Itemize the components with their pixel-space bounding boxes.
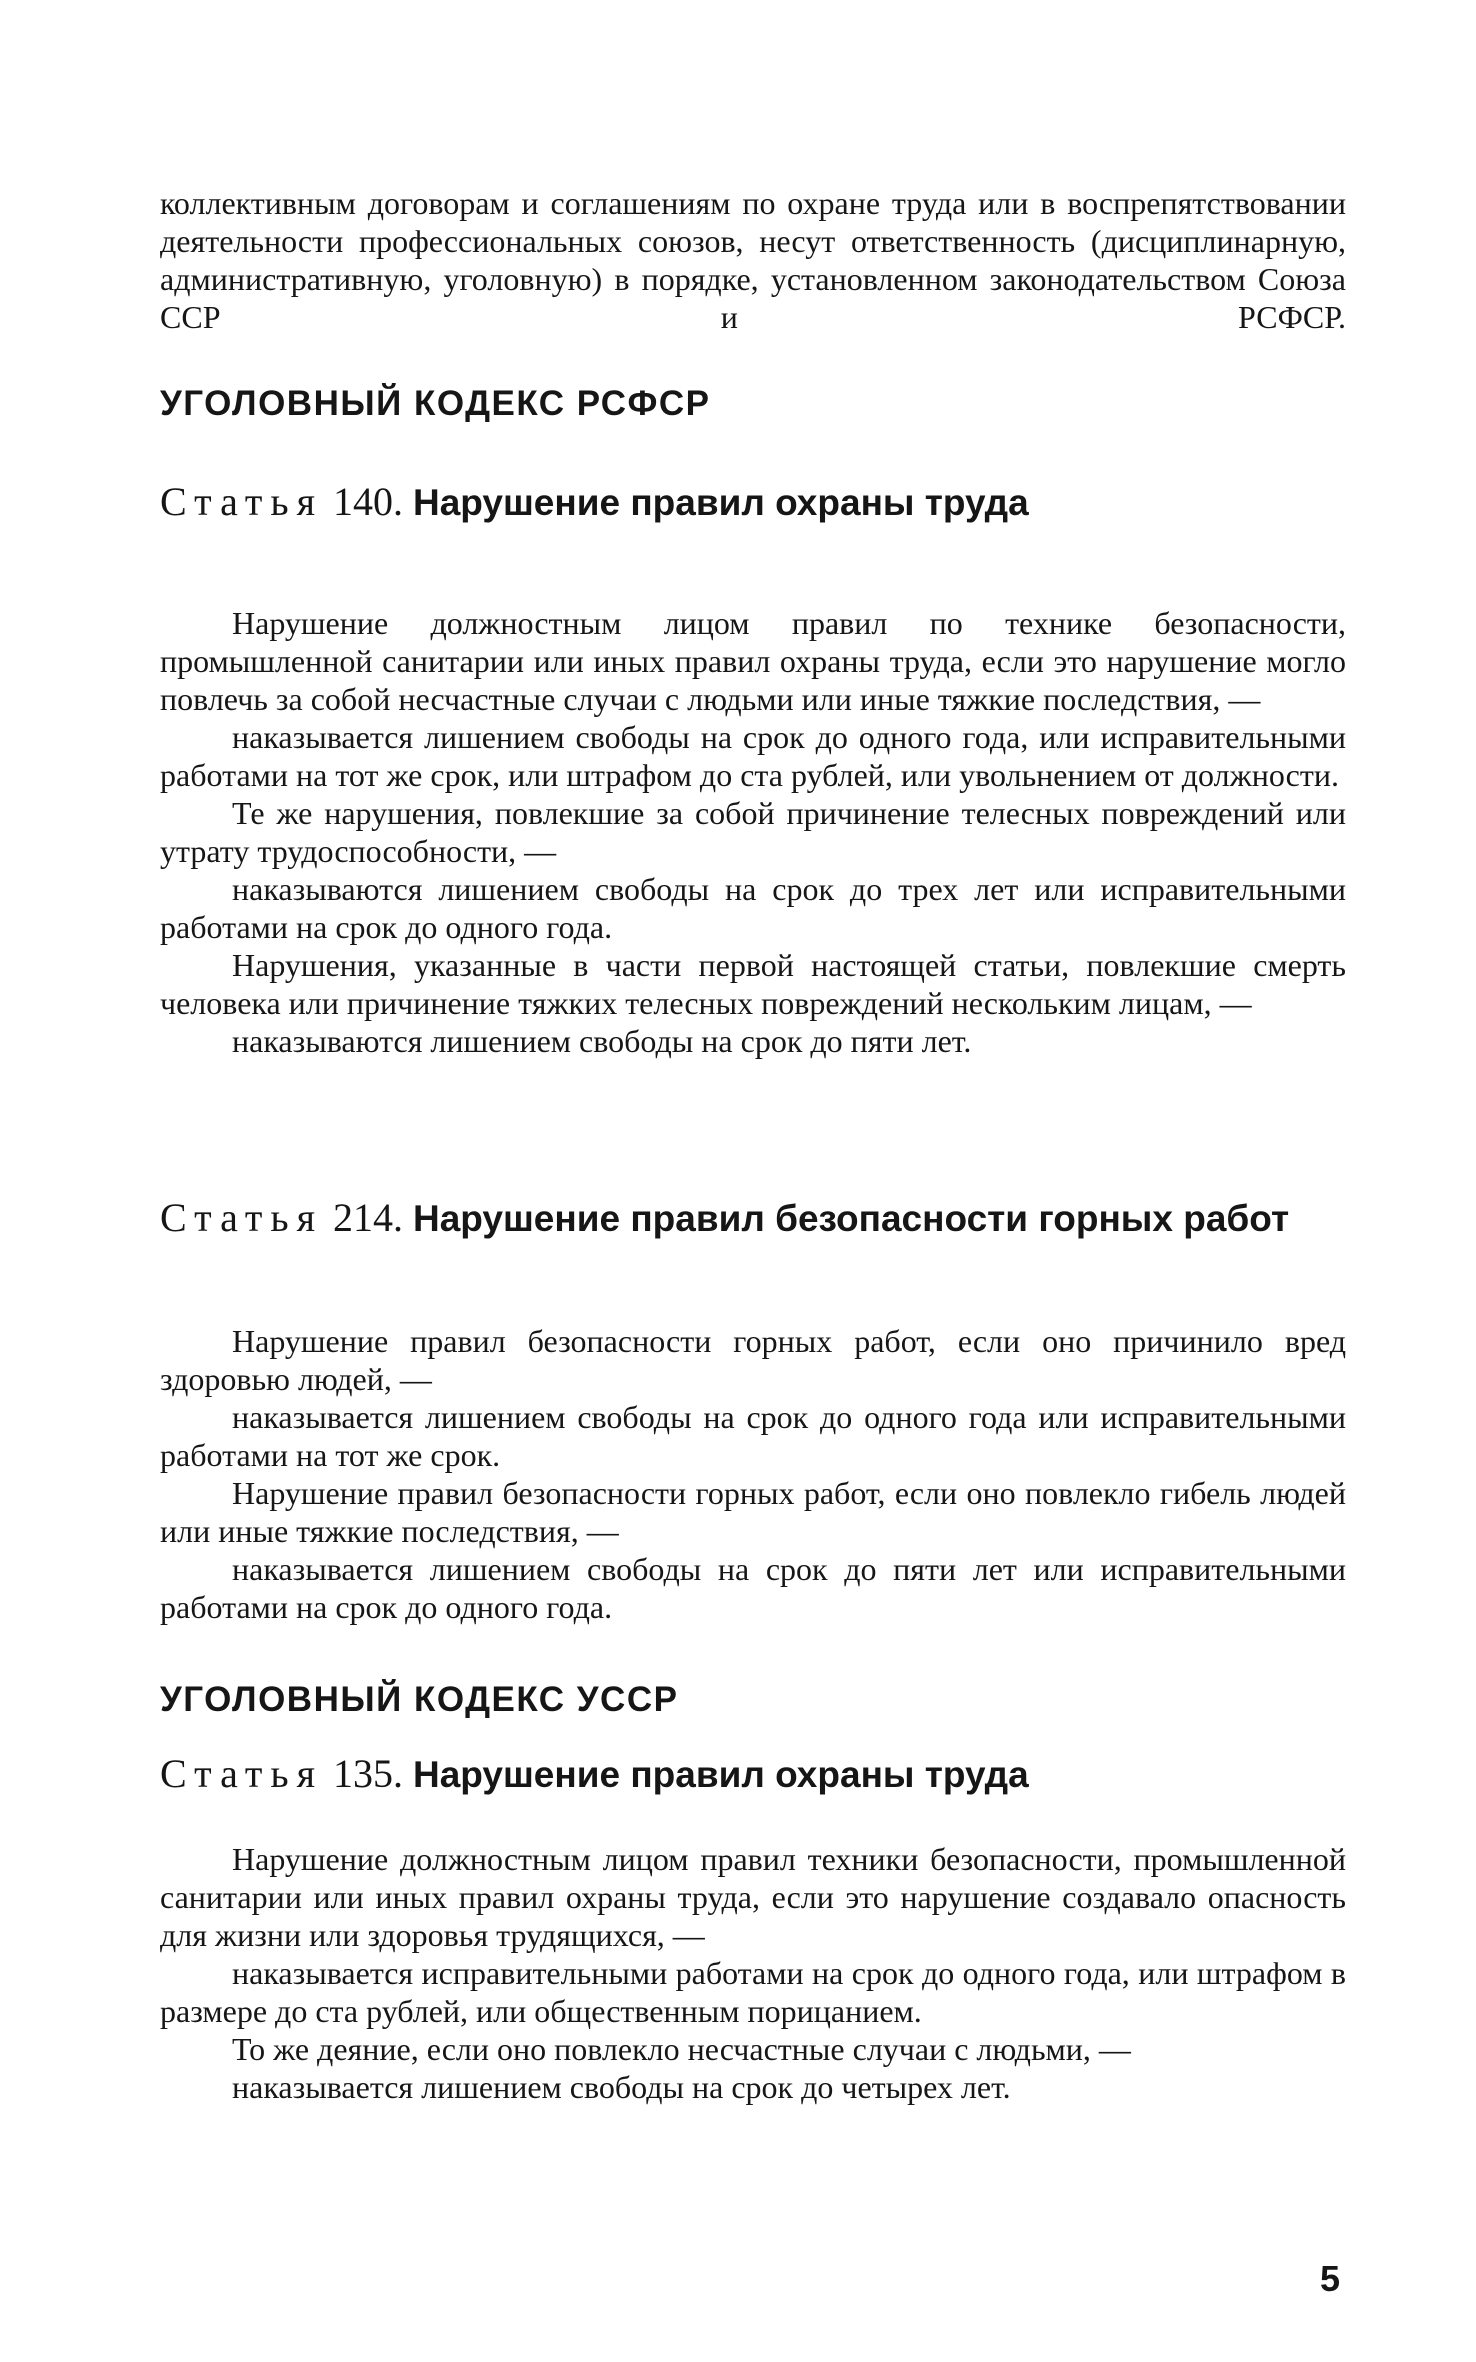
article-214-body [160, 1322, 1346, 1626]
code-heading-ussr: УГОЛОВНЫЙ КОДЕКС УССР [160, 1680, 679, 1719]
intro-block [160, 184, 1346, 336]
article-140-body [160, 604, 1346, 1060]
code-heading-rsfsr-block [160, 384, 1346, 424]
code-heading-ussr-block [160, 1680, 1346, 1720]
article-word: Статья [160, 1751, 323, 1796]
article-title: Нарушение правил охраны труда [412, 482, 1029, 523]
article-135-heading [160, 1750, 1346, 1799]
article-140-paragraph-1: Нарушение должностным лицом правил по технике безопасности, промышленной санитарии или иных правил охраны труда, если это нарушение могло повлечь за собой несчастные случаи с людьми или иные тяжкие последствия, — [160, 605, 1346, 717]
article-number: 135. [332, 1751, 403, 1796]
article-135-paragraph-1: Нарушение должностным лицом правил техники безопасности, промышленной санитарии или иных правил охраны труда, если это нарушение создавало опасность для жизни или здоровья трудящихся, — [160, 1841, 1346, 1953]
article-135-paragraph-2: наказывается исправительными работами на срок до одного года, или штрафом в размере до ста рублей, или общественным порицанием. [160, 1955, 1346, 2029]
article-135-body [160, 1840, 1346, 2106]
article-140-paragraph-3: Те же нарушения, повлекшие за собой причинение телесных повреждений или утрату трудоспособности, — [160, 795, 1346, 869]
article-140-paragraph-4: наказываются лишением свободы на срок до трех лет или исправительными работами на срок до одного года. [160, 871, 1346, 945]
article-140-paragraph-6: наказываются лишением свободы на срок до пяти лет. [232, 1023, 972, 1059]
article-214-paragraph-2: наказывается лишением свободы на срок до одного года или исправительными работами на тот же срок. [160, 1399, 1346, 1473]
article-135-heading-block [160, 1750, 1346, 1799]
article-214-paragraph-4: наказывается лишением свободы на срок до пяти лет или исправительными работами на срок до одного года. [160, 1551, 1346, 1625]
article-140-heading-block [160, 478, 1060, 527]
article-135-paragraph-4: наказывается лишением свободы на срок до четырех лет. [232, 2069, 1011, 2105]
article-140-paragraph-5: Нарушения, указанные в части первой настоящей статьи, повлекшие смерть человека или причинение тяжких телесных повреждений нескольким лицам, — [160, 947, 1346, 1021]
article-word: Статья [160, 479, 323, 524]
article-214-heading [160, 1194, 1346, 1243]
article-140-heading [160, 478, 1060, 527]
page-number: 5 [1320, 2258, 1341, 2299]
article-number: 140. [332, 479, 403, 524]
article-word: Статья [160, 1195, 323, 1240]
intro-paragraph: коллективным договорам и соглашениям по охране труда или в воспрепятствовании деятельности профессиональных союзов, несут ответственность (дисциплинарную, административную, уголовную) в порядке, установленном законодательством Союза ССР и РСФСР. [160, 185, 1346, 335]
article-214-paragraph-3: Нарушение правил безопасности горных работ, если оно повлекло гибель людей или иные тяжкие последствия, — [160, 1475, 1346, 1549]
article-214-heading-block [160, 1194, 1346, 1243]
article-title: Нарушение правил безопасности горных работ [412, 1198, 1290, 1239]
article-number: 214. [332, 1195, 403, 1240]
article-title: Нарушение правил охраны труда [412, 1754, 1029, 1795]
article-135-paragraph-3: То же деяние, если оно повлекло несчастные случаи с людьми, — [232, 2031, 1131, 2067]
article-214-paragraph-1: Нарушение правил безопасности горных работ, если оно причинило вред здоровью людей, — [160, 1323, 1346, 1397]
code-heading-rsfsr: УГОЛОВНЫЙ КОДЕКС РСФСР [160, 384, 711, 423]
article-140-paragraph-2: наказывается лишением свободы на срок до одного года, или исправительными работами на тот же срок, или штрафом до ста рублей, или увольнением от должности. [160, 719, 1346, 793]
